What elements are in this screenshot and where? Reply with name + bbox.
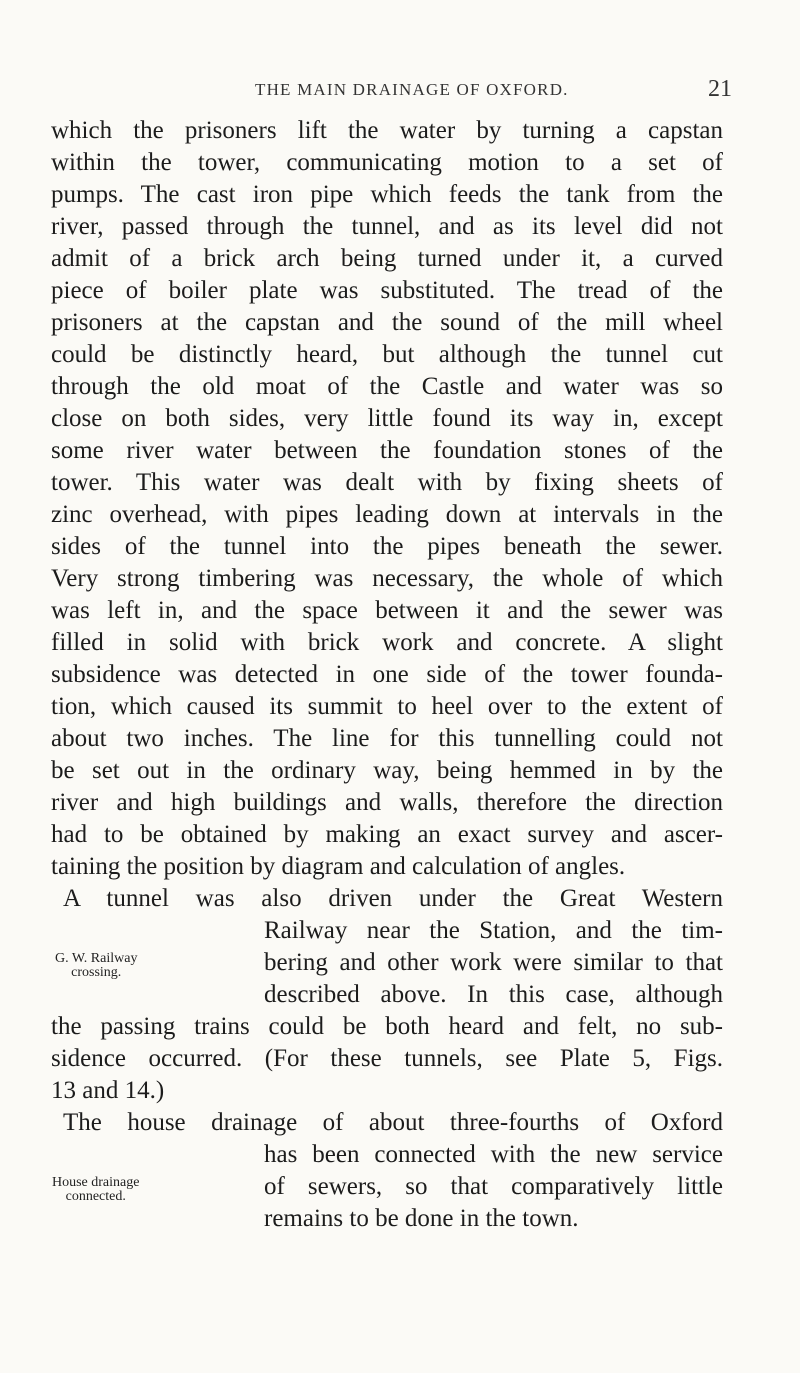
text-line: sides of the tunnel into the pipes beneath the sewer. [51, 533, 723, 560]
running-title: THE MAIN DRAINAGE OF OXFORD. [255, 80, 569, 99]
text-line: close on both sides, very little found its way in, except [51, 405, 723, 432]
text-line: which the prisoners lift the water by turning a capstan [51, 117, 723, 144]
margin-note-line: crossing. [71, 965, 122, 980]
text-line: A tunnel was also driven under the Great Western [63, 885, 723, 912]
text-line: has been connected with the new service [264, 1141, 723, 1168]
text-line: admit of a brick arch being turned under it, a curved [51, 245, 723, 272]
text-line: could be distinctly heard, but although the tunnel cut [51, 341, 723, 368]
text-line: sidence occurred. (For these tunnels, see Plate 5, Figs. [51, 1045, 723, 1072]
margin-note-line: House drainage [52, 1175, 140, 1190]
running-head [0, 76, 800, 104]
text-line: taining the position by diagram and calculation of angles. [51, 853, 626, 880]
page-number: 21 [708, 76, 732, 102]
text-line: tion, which caused its summit to heel over to the extent of [51, 693, 723, 720]
text-line: Very strong timbering was necessary, the whole of which [51, 565, 723, 592]
text-line: bering and other work were similar to that [264, 949, 723, 976]
text-line: some river water between the foundation stones of the [51, 437, 723, 464]
text-line: within the tower, communicating motion to a set of [51, 149, 723, 176]
text-line: filled in solid with brick work and concrete. A slight [51, 629, 723, 656]
text-line: described above. In this case, although [264, 981, 723, 1008]
margin-note-line: connected. [65, 1189, 126, 1204]
text-line: subsidence was detected in one side of the tower founda- [51, 661, 723, 688]
text-line: river, passed through the tunnel, and as its level did not [51, 213, 723, 240]
text-line: had to be obtained by making an exact survey and ascer- [51, 821, 723, 848]
margin-note-line: G. W. Railway [55, 951, 138, 966]
text-line: tower. This water was dealt with by fixing sheets of [51, 469, 723, 496]
text-line: zinc overhead, with pipes leading down at intervals in the [51, 501, 723, 528]
text-line: remains to be done in the town. [264, 1205, 579, 1232]
text-line: pumps. The cast iron pipe which feeds the tank from the [51, 181, 723, 208]
text-line: of sewers, so that comparatively little [264, 1173, 723, 1200]
text-line: The house drainage of about three-fourths of Oxford [63, 1109, 723, 1136]
text-line: 13 and 14.) [51, 1077, 165, 1104]
text-line: prisoners at the capstan and the sound of the mill wheel [51, 309, 723, 336]
text-line: was left in, and the space between it and the sewer was [51, 597, 723, 624]
text-line: be set out in the ordinary way, being hemmed in by the [51, 757, 723, 784]
text-line: about two inches. The line for this tunnelling could not [51, 725, 723, 752]
margin-note-house-drainage [52, 1176, 139, 1204]
text-line: through the old moat of the Castle and water was so [51, 373, 723, 400]
margin-note-railway-crossing [55, 952, 137, 980]
text-line: the passing trains could be both heard and felt, no sub- [51, 1013, 723, 1040]
text-line: river and high buildings and walls, therefore the direction [51, 789, 723, 816]
text-line: Railway near the Station, and the tim- [264, 917, 723, 944]
text-line: piece of boiler plate was substituted. The tread of the [51, 277, 723, 304]
